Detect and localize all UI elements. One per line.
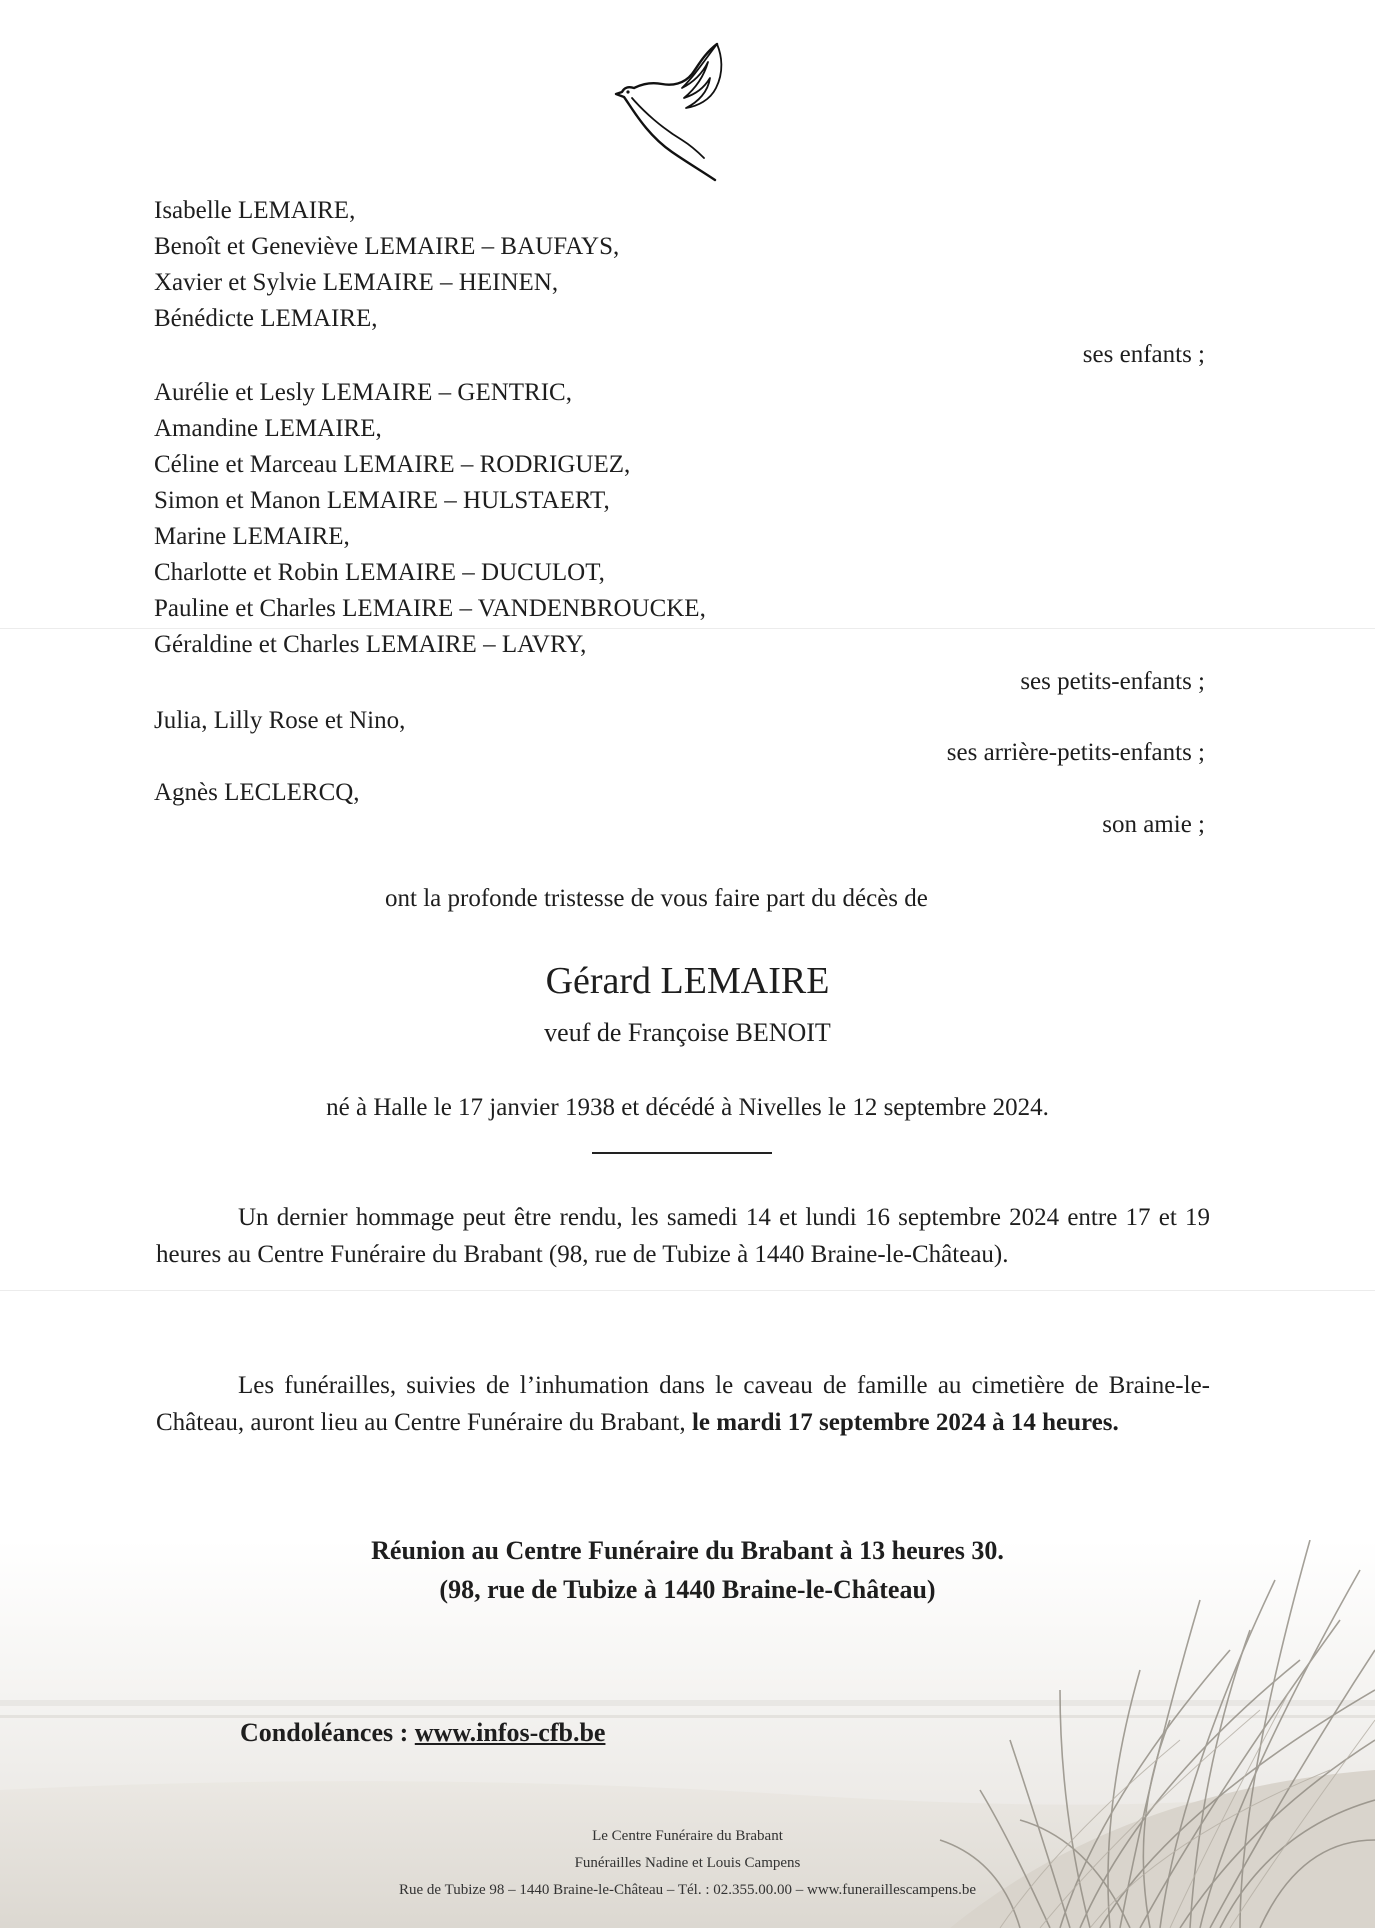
divider <box>592 1152 772 1154</box>
family-member: Pauline et Charles LEMAIRE – VANDENBROUCKE, <box>154 595 706 622</box>
fold-line <box>0 628 1375 629</box>
family-member: Charlotte et Robin LEMAIRE – DUCULOT, <box>154 559 605 586</box>
deceased-name: Gérard LEMAIRE <box>545 960 830 1002</box>
family-member: Marine LEMAIRE, <box>154 523 350 550</box>
funeral-date: le mardi 17 septembre 2024 à 14 heures. <box>691 1409 1119 1436</box>
tribute-text: Un dernier hommage peut être rendu, les samedi 14 et lundi 16 septembre 2024 entre 17 et 19 heures au Centre Funéraire du Brabant (98, rue de Tubize à 1440 Braine-le-Château). <box>156 1204 1210 1268</box>
tribute-paragraph <box>156 1199 1210 1273</box>
family-member: Benoît et Geneviève LEMAIRE – BAUFAYS, <box>154 233 620 260</box>
family-member: Bénédicte LEMAIRE, <box>154 305 378 332</box>
dove-icon <box>612 42 742 182</box>
relation-label: son amie ; <box>1102 811 1205 838</box>
family-member: Xavier et Sylvie LEMAIRE – HEINEN, <box>154 269 559 296</box>
footer-line: Le Centre Funéraire du Brabant <box>592 1828 783 1844</box>
funeral-text: Les funérailles, suivies de l’inhumation dans le caveau de famille au cimetière de Braine-le-Château, auront lieu au Centre Funéraire du Brabant, <box>156 1372 1210 1436</box>
family-member: Aurélie et Lesly LEMAIRE – GENTRIC, <box>154 379 572 406</box>
condolences <box>240 1718 605 1748</box>
family-member: Amandine LEMAIRE, <box>154 415 382 442</box>
family-member: Géraldine et Charles LEMAIRE – LAVRY, <box>154 631 587 658</box>
family-member: Isabelle LEMAIRE, <box>154 197 356 224</box>
footer-contact: Rue de Tubize 98 – 1440 Braine-le-Château – Tél. : 02.355.00.00 – www.funeraillescampens.be <box>399 1882 976 1898</box>
relation-label: ses enfants ; <box>1082 341 1205 368</box>
announcement-text: ont la profonde tristesse de vous faire part du décès de <box>385 885 928 912</box>
condolences-link[interactable]: www.infos-cfb.be <box>414 1718 606 1747</box>
relation-label: ses arrière-petits-enfants ; <box>946 739 1205 766</box>
family-member: Julia, Lilly Rose et Nino, <box>154 707 406 734</box>
relation-label: ses petits-enfants ; <box>1020 668 1205 695</box>
funeral-paragraph <box>156 1367 1210 1441</box>
meeting-address: (98, rue de Tubize à 1440 Braine-le-Château) <box>439 1575 936 1604</box>
deceased-dates: né à Halle le 17 janvier 1938 et décédé à Nivelles le 12 septembre 2024. <box>326 1094 1049 1121</box>
fold-line <box>0 1290 1375 1291</box>
family-member: Céline et Marceau LEMAIRE – RODRIGUEZ, <box>154 451 631 478</box>
condolences-label: Condoléances : <box>240 1718 415 1747</box>
deceased-spouse: veuf de Françoise BENOIT <box>544 1018 831 1047</box>
footer-line: Funérailles Nadine et Louis Campens <box>574 1855 801 1871</box>
family-member: Agnès LECLERCQ, <box>154 779 360 806</box>
meeting-line: Réunion au Centre Funéraire du Brabant à 13 heures 30. <box>371 1536 1004 1565</box>
family-member: Simon et Manon LEMAIRE – HULSTAERT, <box>154 487 610 514</box>
